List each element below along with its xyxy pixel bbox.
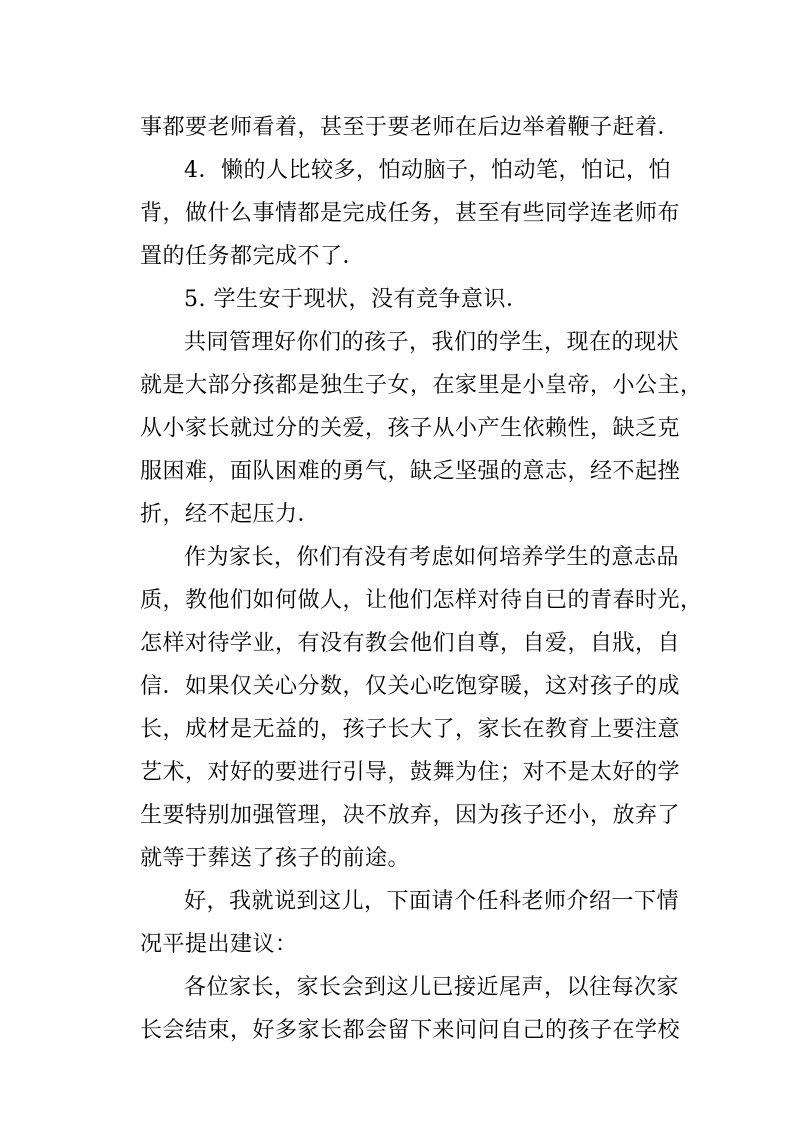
paragraph-line: 作为家长，你们有没有考虑如何培养学生的意志品 xyxy=(184,545,680,570)
paragraph-line: 质，教他们如何做人，让他们怎样对待自已的青春时光， xyxy=(140,588,703,613)
paragraph-line: 怎样对待学业，有没有教会他们自尊，自爱，自戕，自 xyxy=(140,631,681,656)
paragraph-line: 生要特别加强管理，决不放弃，因为孩子还小，放弃了 xyxy=(140,803,681,828)
paragraph-line: 5. 学生安于现状，没有竞争意识． xyxy=(184,287,529,312)
paragraph-line: 背，做什么事情都是完成任务，甚至有些同学连老师布 xyxy=(140,201,681,226)
document-body xyxy=(140,106,703,1052)
paragraph-line: 共同管理好你们的孩子，我们的学生，现在的现状 xyxy=(184,330,680,355)
paragraph-line: 4．懒的人比较多，怕动脑子，怕动笔，怕记，怕 xyxy=(184,158,671,183)
paragraph-line: 各位家长，家长会到这儿已接近尾声，以往每次家 xyxy=(184,975,680,1000)
paragraph-line: 事都要老师看着，甚至于要老师在后边举着鞭子赶着． xyxy=(140,115,681,140)
paragraph-line: 长，成材是无益的，孩子长大了，家长在教育上要注意 xyxy=(140,717,681,742)
paragraph-line: 艺术，对好的要进行引导，鼓舞为住；对不是太好的学 xyxy=(140,760,681,785)
paragraph-line: 况平提出建议： xyxy=(140,932,298,957)
paragraph-line: 好，我就说到这儿，下面请个任科老师介绍一下情 xyxy=(184,889,680,914)
paragraph-line: 信．如果仅关心分数，仅关心吃饱穿暖，这对孩子的成 xyxy=(140,674,681,699)
paragraph-line: 就是大部分孩都是独生子女，在家里是小皇帝，小公主， xyxy=(140,373,703,398)
paragraph-line: 从小家长就过分的关爱，孩子从小产生依赖性，缺乏克 xyxy=(140,416,681,441)
paragraph-line: 折，经不起压力． xyxy=(140,502,321,527)
paragraph-line: 置的任务都完成不了． xyxy=(140,244,366,269)
paragraph-line: 服困难，面队困难的勇气，缺乏坚强的意志，经不起挫 xyxy=(140,459,681,484)
paragraph-line: 长会结束，好多家长都会留下来问问自己的孩子在学校 xyxy=(140,1018,681,1043)
paragraph-line: 就等于葬送了孩子的前途。 xyxy=(140,846,411,871)
